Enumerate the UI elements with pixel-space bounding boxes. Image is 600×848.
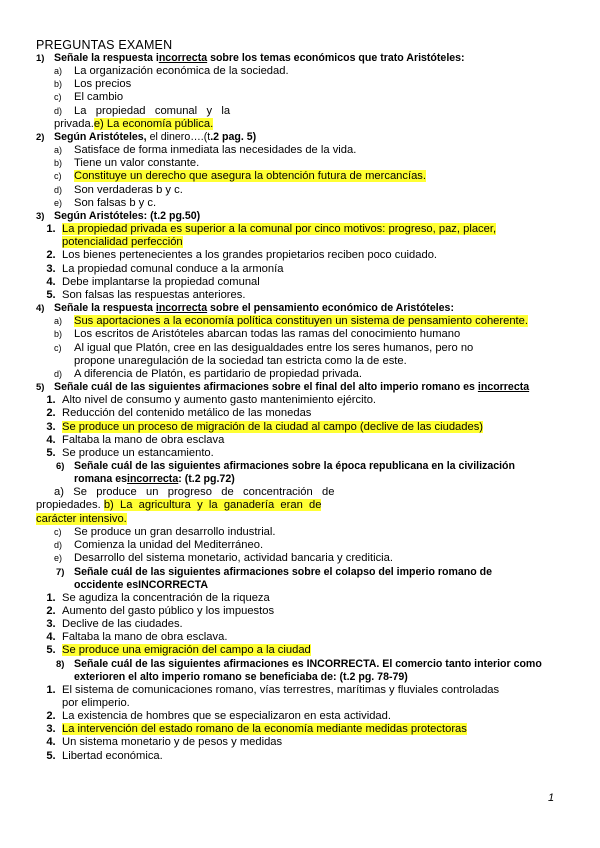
option-text: Son falsas las respuestas anteriores. xyxy=(62,289,246,302)
option-c-continued xyxy=(36,355,564,368)
option-2 xyxy=(36,249,564,262)
underlined-word: incorrecta xyxy=(155,302,208,315)
question-text: Señale cuál de las siguientes afirmaciones sobre la época republicana en la civilización xyxy=(74,460,515,473)
option-text: Libertad económica. xyxy=(62,749,163,762)
question-number: 2) xyxy=(36,132,45,144)
option-marker: 5. xyxy=(46,749,56,762)
option-text xyxy=(62,723,564,736)
option-text-part: propiedades. xyxy=(36,499,101,512)
question-text-part: : (t.2 pg.72) xyxy=(178,473,235,486)
option-d xyxy=(36,539,564,552)
option-marker: 4. xyxy=(46,275,56,288)
question-number: 4) xyxy=(36,303,45,315)
option-marker: 4. xyxy=(46,736,56,749)
option-marker: d) xyxy=(54,105,63,116)
highlighted-answer: potencialidad perfección xyxy=(62,236,183,249)
option-1 xyxy=(36,394,564,407)
option-text xyxy=(36,499,564,512)
option-text: Declive de las ciudades. xyxy=(62,617,183,630)
option-e xyxy=(36,197,564,210)
question-number: 1) xyxy=(36,53,45,64)
option-text: Son verdaderas b y c. xyxy=(74,183,183,196)
highlighted-answer: Sus aportaciones a la economía política constituyen un sistema de pensamiento coherente. xyxy=(74,315,528,328)
option-text xyxy=(62,223,564,236)
underlined-word: incorrecta xyxy=(477,381,530,394)
document-page xyxy=(36,38,564,763)
highlighted-answer: e) La economía pública. xyxy=(93,117,214,130)
option-b xyxy=(36,78,564,91)
option-d xyxy=(36,105,564,118)
option-marker: 3. xyxy=(46,723,56,736)
question-text xyxy=(54,302,454,315)
option-c xyxy=(36,526,564,539)
option-marker: a) xyxy=(54,66,63,76)
option-text: Un sistema monetario y de pesos y medidas xyxy=(62,736,283,749)
option-a xyxy=(36,65,564,78)
option-c xyxy=(36,91,564,104)
option-marker: d) xyxy=(54,540,63,551)
option-marker: 5. xyxy=(46,447,56,460)
option-text: El cambio xyxy=(74,91,124,104)
option-marker: 1. xyxy=(46,394,56,407)
option-marker: e) xyxy=(54,197,63,208)
question-text xyxy=(54,381,529,394)
option-3 xyxy=(36,618,564,631)
option-b xyxy=(36,157,564,170)
question-8-heading xyxy=(56,658,564,671)
option-marker: 1. xyxy=(46,683,56,696)
option-text: Son falsas b y c. xyxy=(74,196,157,209)
option-4 xyxy=(36,631,564,644)
option-text: Reducción del contenido metálico de las monedas xyxy=(62,407,312,420)
underlined-word: ncorrecta xyxy=(158,52,208,64)
option-text: a) Se produce un progreso de concentración de xyxy=(54,486,335,499)
option-marker: 2. xyxy=(46,709,56,722)
question-4-heading xyxy=(36,302,564,315)
option-a xyxy=(36,144,564,157)
option-text: Satisface de forma inmediata las necesidades de la vida. xyxy=(74,144,357,157)
option-1 xyxy=(36,592,564,605)
question-6-heading-continued xyxy=(74,473,564,486)
option-text: Faltaba la mano de obra esclava. xyxy=(62,631,228,644)
question-text-part: el dinero….(t xyxy=(146,131,211,144)
option-text: Comienza la unidad del Mediterráneo. xyxy=(74,539,264,552)
option-text: Alto nivel de consumo y aumento gasto mantenimiento ejército. xyxy=(62,394,377,407)
option-text: Tiene un valor constante. xyxy=(74,157,200,170)
option-marker: a) xyxy=(54,316,63,327)
option-5 xyxy=(36,289,564,302)
question-number: 3) xyxy=(36,211,45,223)
option-text: La propiedad comunal y la xyxy=(74,104,231,117)
question-text: Señale cuál de las siguientes afirmaciones es INCORRECTA. El comercio tanto interior como xyxy=(74,657,542,670)
option-marker: 3. xyxy=(46,420,56,433)
highlighted-answer: Constituye un derecho que asegura la obtención futura de mercancías. xyxy=(74,170,427,183)
option-marker: e) xyxy=(54,553,63,564)
option-3 xyxy=(36,421,564,434)
option-text: A diferencia de Platón, es partidario de propiedad privada. xyxy=(74,368,362,381)
option-text: El sistema de comunicaciones romano, vías terrestres, marítimas y fluviales controladas xyxy=(62,683,500,696)
question-text-part: sobre el pensamiento económico de Aristóteles: xyxy=(207,302,454,315)
option-marker: c) xyxy=(54,92,62,103)
option-1 xyxy=(36,223,564,236)
option-text xyxy=(36,513,564,526)
option-c xyxy=(36,342,564,355)
question-number: 7) xyxy=(56,566,65,578)
question-text xyxy=(54,52,465,65)
highlighted-answer: La intervención del estado romano de la economía mediante medidas protectoras xyxy=(62,723,467,736)
question-text: exterioren el alto imperio romano se beneficiaba de: (t.2 pg. 78-79) xyxy=(74,670,408,683)
question-number: 8) xyxy=(56,658,65,670)
option-text: Desarrollo del sistema monetario, actividad bancaria y crediticia. xyxy=(74,552,393,565)
option-text: La propiedad comunal conduce a la armonía xyxy=(62,262,284,275)
question-7-heading xyxy=(56,566,564,579)
option-marker: 2. xyxy=(46,249,56,262)
option-1-continued xyxy=(36,697,564,710)
option-d xyxy=(36,368,564,381)
question-6-heading xyxy=(56,460,564,473)
option-text: Los precios xyxy=(74,78,132,91)
option-marker: 4. xyxy=(46,433,56,446)
option-text: Faltaba la mano de obra esclava xyxy=(62,433,225,446)
question-1-heading xyxy=(36,52,564,65)
option-marker: 2. xyxy=(46,604,56,617)
underlined-word: incorrecta xyxy=(127,473,179,486)
option-marker: a) xyxy=(54,145,63,156)
option-marker: 1. xyxy=(46,591,56,604)
option-d-continued xyxy=(36,118,564,131)
option-3 xyxy=(36,263,564,276)
option-text: por elimperio. xyxy=(62,696,130,709)
option-5 xyxy=(36,644,564,657)
option-1 xyxy=(36,684,564,697)
option-marker: c) xyxy=(54,171,62,182)
option-marker: 5. xyxy=(46,289,56,302)
question-number: 6) xyxy=(56,461,65,473)
option-text: La organización económica de la sociedad. xyxy=(74,65,289,77)
option-2 xyxy=(36,407,564,420)
option-marker: 1. xyxy=(46,223,56,236)
question-text xyxy=(74,473,235,486)
option-marker: 3. xyxy=(46,617,56,630)
option-text xyxy=(62,644,564,657)
option-text: Se agudiza la concentración de la riqueza xyxy=(62,591,270,604)
option-text: Se produce un gran desarrollo industrial. xyxy=(74,525,276,538)
question-number: 5) xyxy=(36,382,45,394)
highlighted-answer: La propiedad privada es superior a la comunal por cinco motivos: progreso, paz, placer, xyxy=(62,223,497,236)
option-2 xyxy=(36,710,564,723)
question-5-heading xyxy=(36,381,564,394)
question-text: occidente esINCORRECTA xyxy=(74,578,209,591)
highlighted-answer: b) La agricultura y la ganadería eran de xyxy=(103,499,322,512)
option-2 xyxy=(36,605,564,618)
option-text xyxy=(74,315,564,328)
option-d xyxy=(36,184,564,197)
option-text xyxy=(74,170,564,183)
option-marker: b) xyxy=(54,329,63,340)
option-text: propone unaregulación de la sociedad tan estricta como la de este. xyxy=(74,354,407,367)
question-text-part: sobre los temas económicos que trato Aristóteles: xyxy=(207,52,465,64)
question-text: Señale cuál de las siguientes afirmaciones sobre el colapso del imperio romano de xyxy=(74,565,493,578)
option-a-continued xyxy=(36,499,564,512)
option-1-continued xyxy=(36,236,564,249)
option-marker: d) xyxy=(54,369,63,380)
option-3 xyxy=(36,723,564,736)
option-marker: d) xyxy=(54,184,63,195)
option-text: Aumento del gasto público y los impuestos xyxy=(62,604,275,617)
option-marker: 3. xyxy=(46,262,56,275)
page-title: PREGUNTAS EXAMEN xyxy=(36,38,173,52)
option-b xyxy=(36,328,564,341)
option-b-continued xyxy=(36,513,564,526)
option-a xyxy=(36,486,564,499)
highlighted-answer: Se produce un proceso de migración de la ciudad al campo (declive de las ciudades) xyxy=(62,420,484,433)
option-text: Se produce un estancamiento. xyxy=(62,447,214,460)
option-5 xyxy=(36,750,564,763)
question-text-part: .2 pag. 5) xyxy=(210,131,257,144)
option-text: La existencia de hombres que se especializaron en esta actividad. xyxy=(62,709,391,722)
option-4 xyxy=(36,736,564,749)
page-number: 1 xyxy=(548,792,555,804)
option-text-part: privada. xyxy=(54,117,94,130)
question-2-heading xyxy=(36,131,564,144)
question-text xyxy=(54,131,256,144)
option-c xyxy=(36,170,564,183)
question-3-heading xyxy=(36,210,564,223)
option-text xyxy=(54,118,564,131)
question-text-part: Señale la respuesta i xyxy=(54,52,159,64)
option-5 xyxy=(36,447,564,460)
highlighted-answer: carácter intensivo. xyxy=(36,512,127,525)
option-4 xyxy=(36,276,564,289)
option-a xyxy=(36,315,564,328)
option-marker: c) xyxy=(54,342,62,353)
option-marker: b) xyxy=(54,79,63,90)
option-marker: b) xyxy=(54,158,63,169)
option-text: Debe implantarse la propiedad comunal xyxy=(62,275,260,288)
question-text-part: Señale la respuesta xyxy=(54,302,156,315)
option-text: Al igual que Platón, cree en las desigualdades entre los seres humanos, pero no xyxy=(74,341,474,354)
question-text-part: romana es xyxy=(74,473,127,486)
option-text xyxy=(62,236,564,249)
option-e xyxy=(36,552,564,565)
question-text-part: Señale cuál de las siguientes afirmaciones sobre el final del alto imperio romano es xyxy=(54,381,478,394)
question-8-heading-continued xyxy=(74,671,564,684)
option-marker: 5. xyxy=(46,644,56,657)
option-text xyxy=(62,421,564,434)
question-text-part: Según Aristóteles, xyxy=(54,131,147,144)
option-4 xyxy=(36,434,564,447)
option-marker: 2. xyxy=(46,407,56,420)
question-7-heading-continued xyxy=(74,579,564,592)
option-marker: c) xyxy=(54,526,62,537)
option-text: Los bienes pertenecientes a los grandes propietarios reciben poco cuidado. xyxy=(62,249,438,262)
question-text: Según Aristóteles: (t.2 pg.50) xyxy=(54,210,201,223)
highlighted-answer: Se produce una emigración del campo a la ciudad xyxy=(62,644,311,657)
option-marker: 4. xyxy=(46,631,56,644)
option-text: Los escritos de Aristóteles abarcan todas las ramas del conocimiento humano xyxy=(74,328,461,341)
